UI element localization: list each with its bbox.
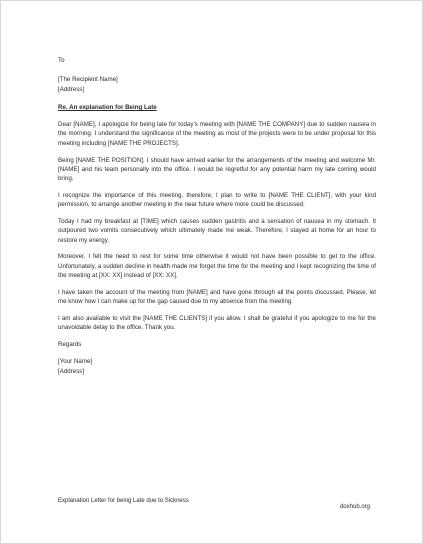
paragraph-account: I have taken the account of the meeting from [NAME] and have gone through all the points discussed. Please, let me know how I can make up for the gap caused due to my absence from the meeting. (58, 288, 376, 306)
paragraph-apology: Dear [NAME], I apologize for being late for today’s meeting with [NAME THE COMPANY] due to sudden nausea in the morning. I understand the significance of the meeting as most of the projects were to be under proposal for this meeting including [NAME THE PROJECTS]. (58, 121, 376, 147)
sender-name: [Your Name] (58, 358, 93, 366)
spacer (58, 349, 376, 357)
to-label: To (58, 57, 65, 64)
subject-line: Re. An explanation for Being Late (58, 103, 157, 111)
footer-document-title: Explanation Letter for being Late due to Sickness (58, 498, 189, 504)
paragraph-position: Being [NAME THE POSITION], I should have arrived earlier for the arrangements of the meeting and welcome Mr. [NAME] and his team personally into the office. I would be regretful for any potential harm my late coming would bring. (58, 156, 376, 183)
paragraph-availability: I am also available to visit the [NAME THE CLIENTS] if you allow. I shall be grateful if you apologize to me for the unavoidable delay to the office. Thank you. (58, 314, 376, 332)
spacer (58, 65, 376, 75)
paragraph-importance: I recognize the importance of this meeting, therefore, I plan to write to [NAME THE CLIENT], with your kind permission, to arrange another meeting in the near future where more could be discussed. (58, 191, 376, 209)
recipient-address: [Address] (58, 85, 85, 93)
paragraph-breakfast: Today I had my breakfast at [TIME] which causes sudden gastritis and a sensation of nausea in my stomach. It outpoured two vomits consecutively which ultimately made me weak. Therefore, I stayed at home for an hour to restore my energy. (58, 218, 376, 244)
footer-site: doxhub.org (339, 504, 370, 510)
closing: Regards (58, 341, 82, 349)
paragraph-rest: Moreover, I felt the need to rest for some time otherwise it would not have been possible to get to the office. Unfortunately, a sudden decline in health made me forget the time for the meeting and I kept recognizing the time of the meeting at [XX: XX] instead of [XX: XX]. (58, 253, 376, 280)
letter-body (58, 56, 376, 376)
sender-address: [Address] (58, 367, 85, 375)
recipient-name: [The Recipient Name] (58, 76, 118, 84)
